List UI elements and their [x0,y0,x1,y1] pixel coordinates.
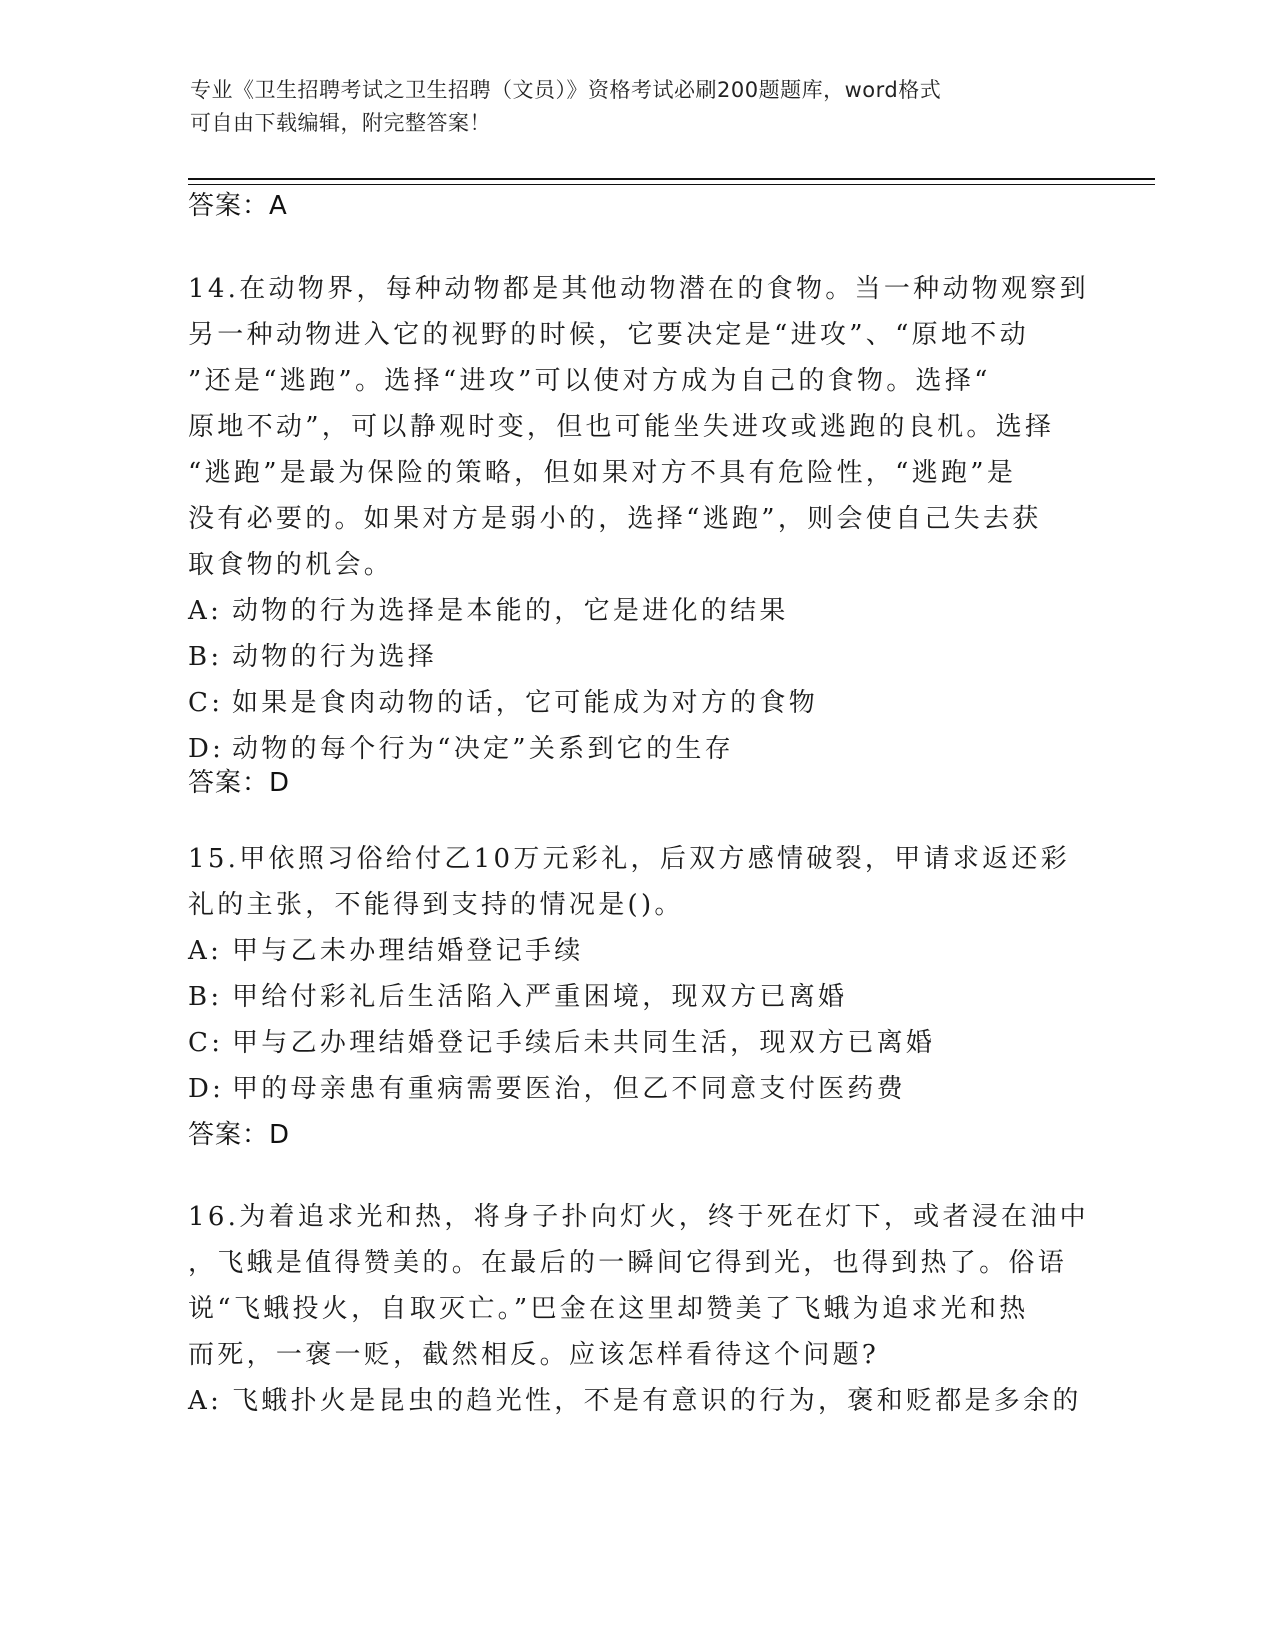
option-text: 动物的行为选择 [232,642,438,672]
question-text-line: 15.甲依照习俗给付乙10万元彩礼，后双方感情破裂，甲请求返还彩 [188,844,1071,874]
question-14 [188,266,1088,772]
option-text: 动物的行为选择是本能的，它是进化的结果 [232,596,789,626]
option-text: 甲与乙办理结婚登记手续后未共同生活，现双方已离婚 [232,1028,936,1058]
prev-answer: 答案：A [188,191,288,221]
option-b [188,634,1088,680]
option-key: D: [188,734,225,764]
option-text: 甲与乙未办理结婚登记手续 [232,936,584,966]
option-key: B: [188,642,223,672]
option-key: D: [188,1074,225,1104]
document-header [190,74,1090,140]
option-a [188,588,1088,634]
option-key: A: [188,1386,223,1416]
question-text-line: ”还是“逃跑”。选择“进攻”可以使对方成为自己的食物。选择“ [188,366,991,396]
option-b [188,974,1088,1020]
option-text: 动物的每个行为“决定”关系到它的生存 [232,734,734,764]
question-text-line: 说“飞蛾投火，自取灭亡。”巴金在这里却赞美了飞蛾为追求光和热 [188,1294,1029,1324]
header-line: 可自由下载编辑，附完整答案！ [190,111,491,135]
option-key: A: [188,936,223,966]
option-a [188,1378,1088,1424]
header-line: 专业《卫生招聘考试之卫生招聘（文员）》资格考试必刷200题题库，word格式 [190,78,942,102]
question-16 [188,1194,1088,1424]
option-key: A: [188,596,223,626]
question-text-line: 16.为着追求光和热，将身子扑向灯火，终于死在灯下，或者浸在油中 [188,1202,1089,1232]
option-c [188,1020,1088,1066]
option-a [188,928,1088,974]
question-text-line: “逃跑”是最为保险的策略，但如果对方不具有危险性，“逃跑”是 [188,458,1017,488]
question-text-line: ，飞蛾是值得赞美的。在最后的一瞬间它得到光，也得到热了。俗语 [188,1248,1068,1278]
question-text-line: 原地不动”，可以静观时变，但也可能坐失进攻或逃跑的良机。选择 [188,412,1055,442]
option-c [188,680,1088,726]
option-key: C: [188,1028,224,1058]
header-divider-thin [188,184,1155,185]
option-text: 如果是食肉动物的话，它可能成为对方的食物 [232,688,819,718]
question-text-line: 取食物的机会。 [188,550,394,580]
option-key: C: [188,688,224,718]
answer-15: 答案：D [188,1120,291,1150]
option-d [188,1066,1088,1112]
question-text-line: 而死，一褒一贬，截然相反。应该怎样看待这个问题? [188,1340,880,1370]
question-text-line: 没有必要的。如果对方是弱小的，选择“逃跑”，则会使自己失去获 [188,504,1042,534]
header-divider [188,178,1155,180]
question-text-line: 礼的主张，不能得到支持的情况是()。 [188,890,684,920]
question-15 [188,836,1088,1112]
option-d [188,726,1088,772]
question-text-line: 14.在动物界，每种动物都是其他动物潜在的食物。当一种动物观察到 [188,274,1089,304]
option-text: 飞蛾扑火是昆虫的趋光性，不是有意识的行为，褒和贬都是多余的 [232,1386,1082,1416]
question-text-line: 另一种动物进入它的视野的时候，它要决定是“进攻”、“原地不动 [188,320,1029,350]
option-text: 甲给付彩礼后生活陷入严重困境，现双方已离婚 [232,982,848,1012]
option-key: B: [188,982,223,1012]
answer-14: 答案：D [188,768,291,798]
option-text: 甲的母亲患有重病需要医治，但乙不同意支付医药费 [232,1074,906,1104]
